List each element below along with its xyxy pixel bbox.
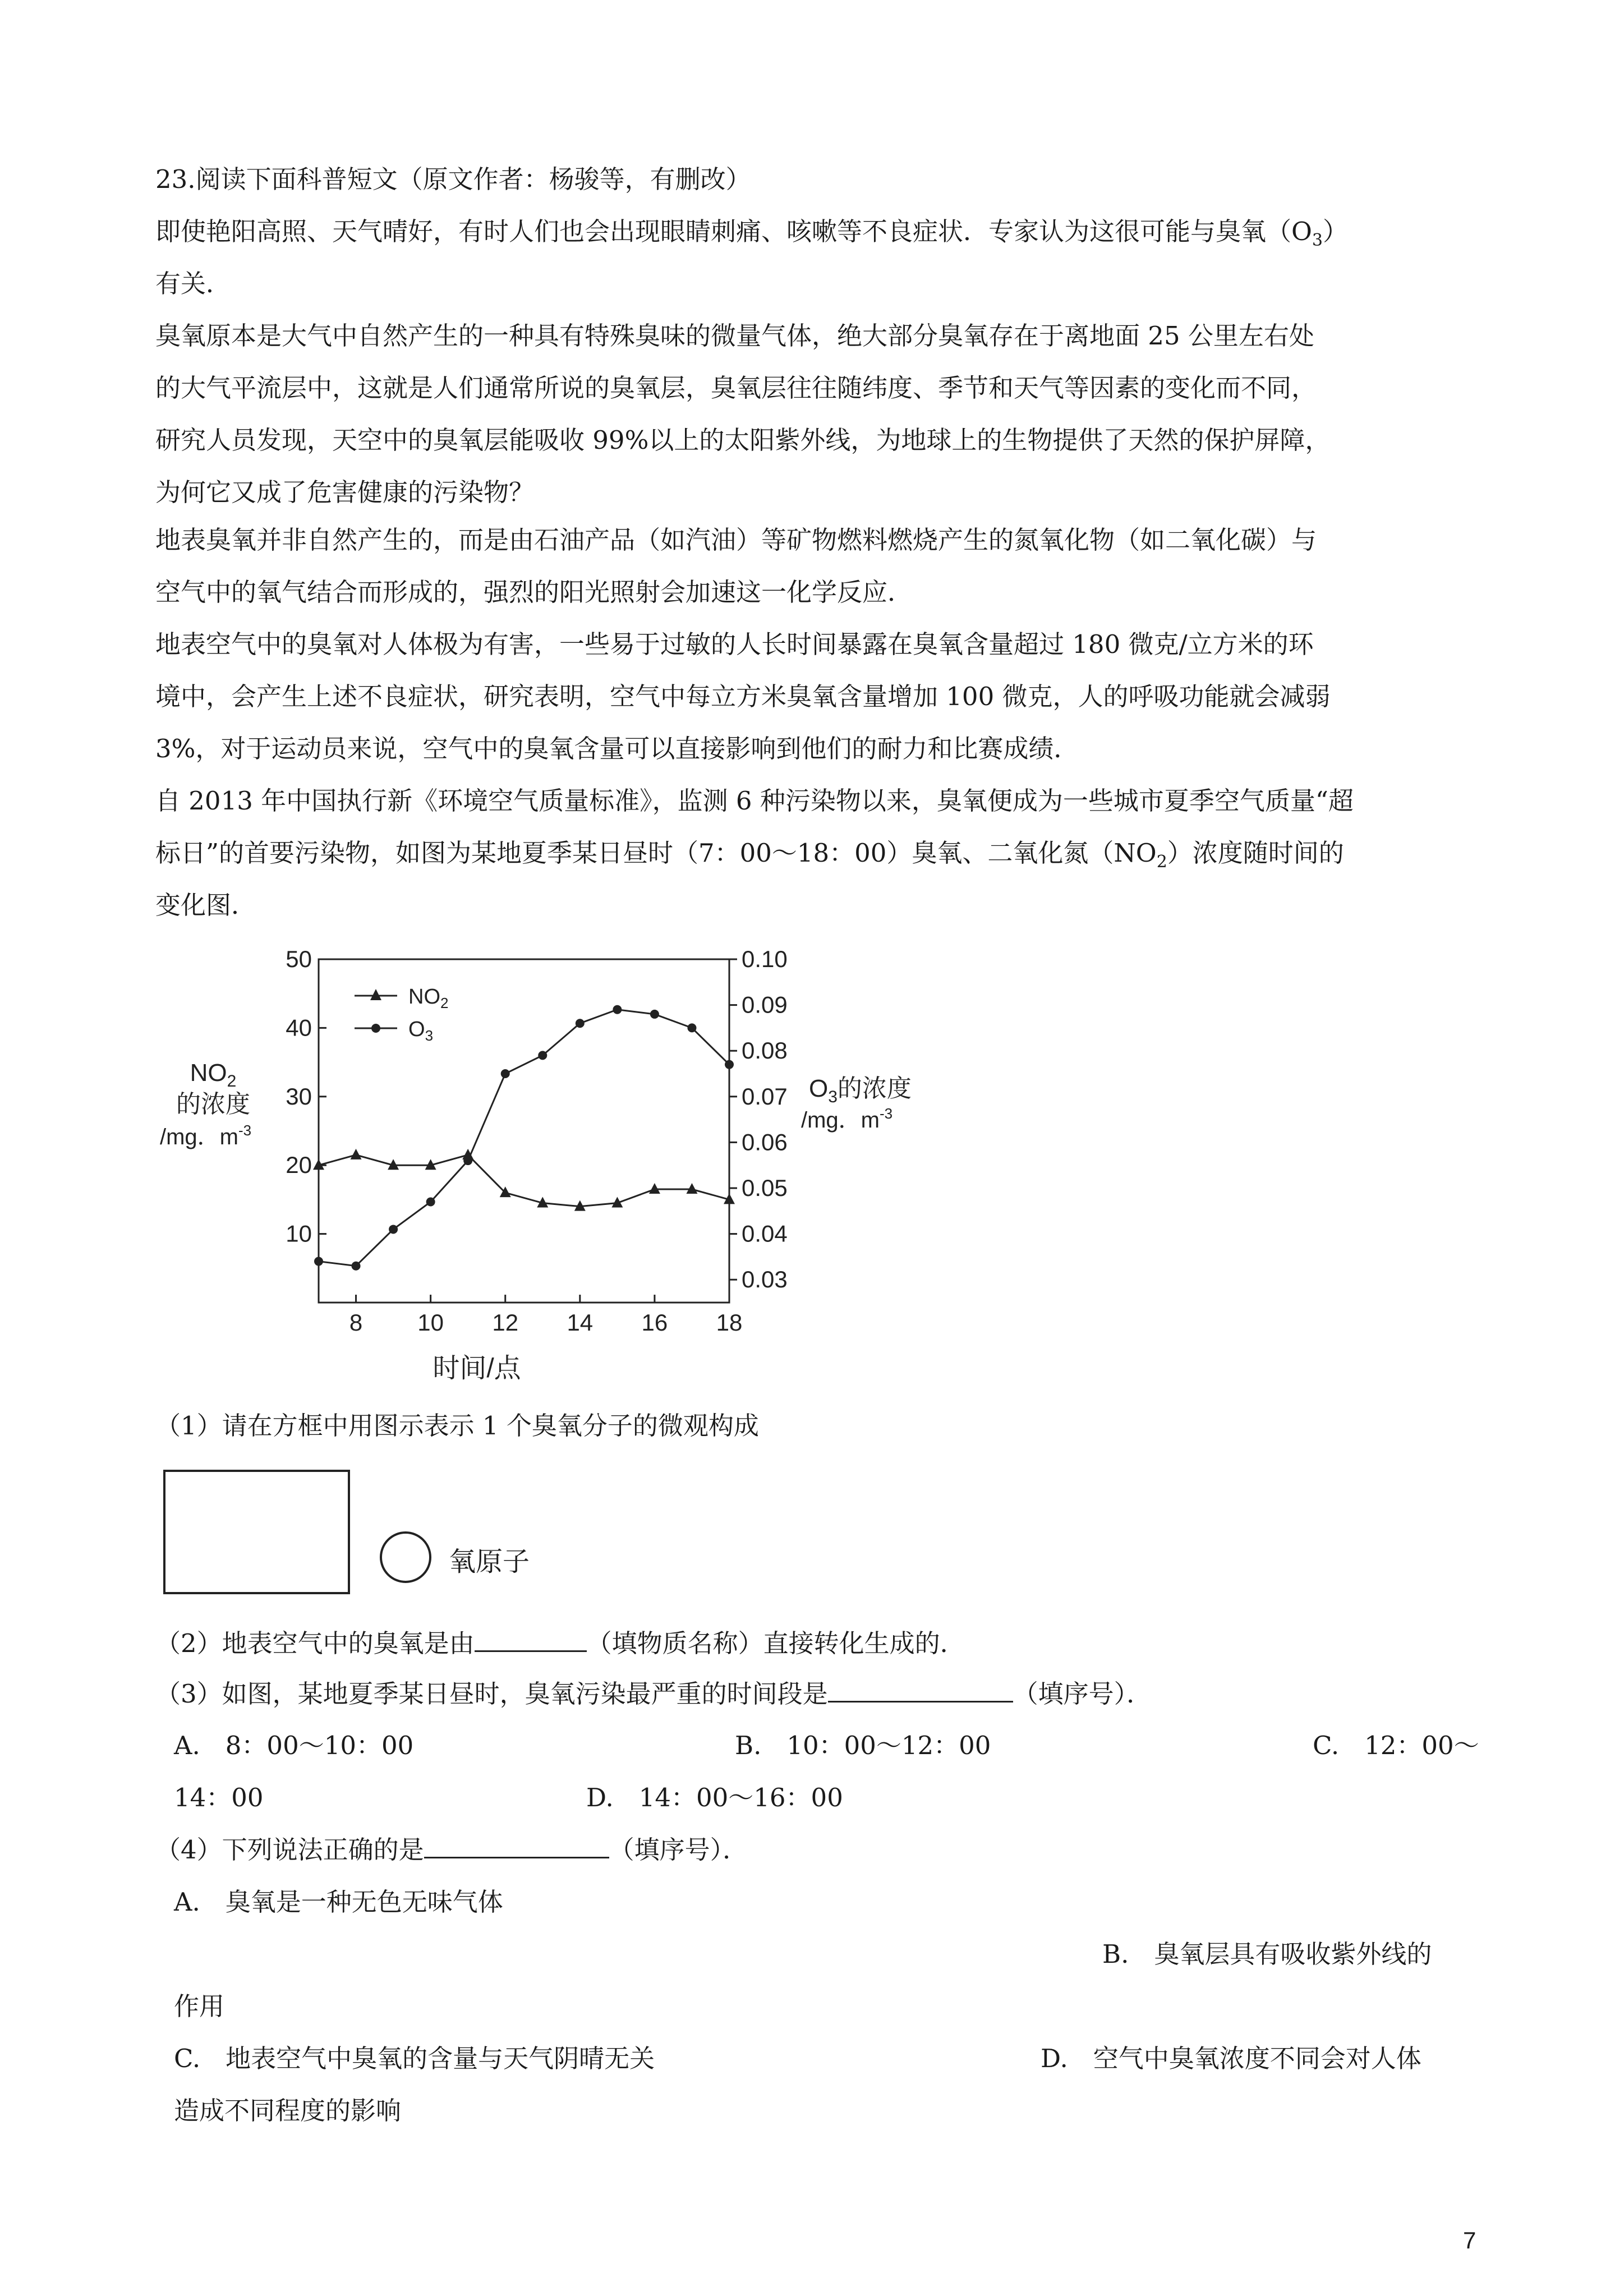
- paragraph-3-line-2: 空气中的氧气结合而形成的，强烈的阳光照射会加速这一化学反应．: [155, 577, 913, 607]
- paragraph-4-line-3: 3%，对于运动员来说，空气中的臭氧含量可以直接影响到他们的耐力和比赛成绩．: [155, 734, 1079, 763]
- paragraph-2-line-4: 为何它又成了危害健康的污染物？: [155, 477, 535, 507]
- q2-line: （2）地表空气中的臭氧是由 （填物质名称）直接转化生成的．: [155, 1628, 965, 1658]
- left-y-tick-label: 50: [286, 946, 312, 972]
- right-y-tick-label: 0.04: [742, 1220, 788, 1247]
- series-o3-point: [463, 1156, 472, 1165]
- paragraph-4-line-1: 地表空气中的臭氧对人体极为有害，一些易于过敏的人长时间暴露在臭氧含量超过 180 微克/立方米的环: [155, 629, 1314, 659]
- series-o3-point: [389, 1225, 398, 1234]
- right-y-tick-label: 0.07: [742, 1083, 788, 1110]
- q3-answer-blank[interactable]: [828, 1678, 1013, 1703]
- paragraph-2-line-1: 臭氧原本是大气中自然产生的一种具有特殊臭味的微量气体，绝大部分臭氧存在于离地面 25 公里左右处: [155, 321, 1314, 351]
- series-o3-point: [352, 1262, 361, 1271]
- paragraph-5-line-2: 标日”的首要污染物，如图为某地夏季某日昼时（7：00～18：00）臭氧、二氧化氮$(NO_2)$浓度随时间的: [155, 838, 1344, 872]
- page-number: 7: [1463, 2227, 1476, 2253]
- chart-axis-labels: [160, 1059, 912, 1383]
- x-axis-title: 时间/点: [433, 1354, 521, 1383]
- x-tick-label: 12: [492, 1309, 519, 1336]
- left-axis-unit: /mg．$m^{-3}$: [160, 1122, 252, 1149]
- q3-option-d: D. 14：00～16：00: [586, 1783, 843, 1812]
- x-tick-label: 8: [349, 1309, 363, 1336]
- q3-option-c: C. 12：00～: [1313, 1731, 1479, 1760]
- q3-option-a: A. 8：00～10：00: [174, 1731, 414, 1760]
- right-y-tick-label: 0.08: [742, 1037, 788, 1064]
- x-tick-label: 16: [641, 1309, 668, 1336]
- right-y-tick-label: 0.09: [742, 991, 788, 1018]
- paragraph-2-line-2: 的大气平流层中，这就是人们通常所说的臭氧层，臭氧层往往随纬度、季节和天气等因素的变化而不同，: [155, 373, 1317, 403]
- x-tick-label: 14: [567, 1309, 594, 1336]
- series-o3-point: [650, 1010, 659, 1019]
- legend-o3-label: $O_3$: [408, 1018, 434, 1044]
- chart-legend: [355, 985, 448, 1044]
- series-o3-point: [576, 1019, 585, 1028]
- q4-answer-blank[interactable]: [424, 1834, 609, 1858]
- series-o3-point: [426, 1197, 435, 1206]
- x-tick-label: 10: [417, 1309, 444, 1336]
- left-axis-title-line-2: 的浓度: [176, 1091, 250, 1118]
- plot-frame: [319, 959, 729, 1303]
- legend-no2-label: $NO_2$: [408, 985, 449, 1011]
- series-o3-point: [538, 1051, 547, 1060]
- left-axis-title-line-1: $NO_2$: [190, 1059, 237, 1091]
- q4-option-d-continued: 造成不同程度的影响: [174, 2096, 402, 2125]
- q4-option-a: A. 臭氧是一种无色无味气体: [174, 1887, 503, 1917]
- q4-option-b-continued: 作用: [174, 1991, 225, 2021]
- answer-drawing-box[interactable]: [163, 1470, 350, 1594]
- q3-line: （3）如图，某地夏季某日昼时，臭氧污染最严重的时间段是 （填序号）．: [155, 1679, 1152, 1709]
- series-o3-point: [314, 1257, 323, 1266]
- paragraph-1-line-2: 有关．: [155, 269, 232, 298]
- series-o3-line: [319, 1010, 729, 1266]
- series-no2-point: [351, 1149, 362, 1159]
- left-y-tick-label: 10: [286, 1220, 312, 1247]
- paragraph-1-line-1: 即使艳阳高照、天气晴好，有时人们也会出现眼睛刺痛、咳嗽等不良症状．专家认为这很可能与臭氧$(O_3)$: [155, 217, 1349, 250]
- chart-series: [313, 1005, 735, 1271]
- x-tick-label: 18: [716, 1309, 743, 1336]
- left-y-tick-label: 30: [286, 1083, 312, 1110]
- series-o3-point: [725, 1060, 734, 1069]
- legend-no2-triangle-icon: [370, 989, 381, 1000]
- q3-option-b: B. 10：00～12：00: [735, 1731, 991, 1760]
- paragraph-5-line-3: 变化图．: [155, 890, 257, 920]
- oxygen-atom-circle-icon: [380, 1531, 431, 1583]
- series-o3-point: [613, 1005, 622, 1014]
- q1-text: （1）请在方框中用图示表示 1 个臭氧分子的微观构成: [155, 1411, 759, 1441]
- right-y-tick-label: 0.03: [742, 1266, 788, 1293]
- q4-option-d: D. 空气中臭氧浓度不同会对人体: [1041, 2044, 1421, 2073]
- paragraph-5-line-1: 自 2013 年中国执行新《环境空气质量标准》，监测 6 种污染物以来，臭氧便成为一些城市夏季空气质量“超: [155, 786, 1354, 816]
- right-axis-unit: /mg．$m^{-3}$: [801, 1105, 893, 1133]
- right-y-tick-label: 0.06: [742, 1129, 788, 1156]
- legend-o3-circle-icon: [371, 1024, 380, 1033]
- q4-option-b: B. 臭氧层具有吸收紫外线的: [1102, 1939, 1432, 1969]
- paragraph-4-line-2: 境中，会产生上述不良症状，研究表明，空气中每立方米臭氧含量增加 100 微克，人的呼吸功能就会减弱: [155, 682, 1331, 711]
- left-y-tick-label: 20: [286, 1152, 312, 1179]
- series-o3-point: [687, 1023, 696, 1032]
- q2-answer-blank[interactable]: [475, 1628, 587, 1652]
- question-title: 23.阅读下面科普短文（原文作者：杨骏等，有删改）: [155, 164, 751, 194]
- no2-o3-concentration-chart: [151, 934, 937, 1383]
- series-o3-point: [501, 1069, 510, 1078]
- chart-axes: [286, 946, 787, 1336]
- oxygen-atom-label: 氧原子: [449, 1547, 530, 1577]
- right-y-tick-label: 0.10: [742, 946, 788, 972]
- paragraph-2-line-3: 研究人员发现，天空中的臭氧层能吸收 99%以上的太阳紫外线，为地球上的生物提供了天然的保护屏障，: [155, 425, 1331, 455]
- right-y-tick-label: 0.05: [742, 1175, 788, 1201]
- left-y-tick-label: 40: [286, 1014, 312, 1041]
- q4-line: （4）下列说法正确的是 （填序号）．: [155, 1835, 748, 1865]
- series-no2-line: [319, 1155, 729, 1207]
- paragraph-3-line-1: 地表臭氧并非自然产生的，而是由石油产品（如汽油）等矿物燃料燃烧产生的氮氧化物（如二氧化碳）与: [155, 525, 1317, 555]
- q3-option-c-continued: 14：00: [174, 1783, 264, 1812]
- q4-option-c: C. 地表空气中臭氧的含量与天气阴晴无关: [174, 2044, 655, 2073]
- right-axis-title-line-1: $O_3$的浓度: [809, 1075, 912, 1106]
